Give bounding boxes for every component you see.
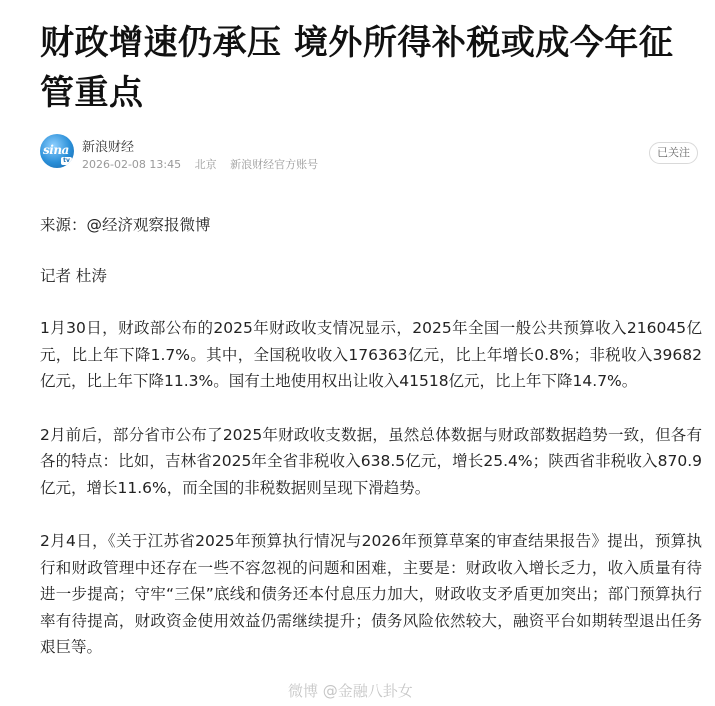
- article-title: 财政增速仍承压 境外所得补税或成今年征管重点: [40, 23, 674, 113]
- paragraph-3: 2月4日，《关于江苏省2025年预算执行情况与2026年预算草案的审查结果报告》提出，预算执行和财政管理中还存在一些不容忽视的问题和困难，主要是：财政收入增长乏力，收入质量有待进一步提高；守牢“三保”底线和债务还本付息压力加大，财政收支矛盾更加突出；部门预算执行率有待提高，财政资金使用效益仍需继续提升；债务风险依然较大，融资平台如期转型退出任务艰巨等。: [40, 532, 702, 656]
- paragraph-2: 2月前后，部分省市公布了2025年财政收支数据，虽然总体数据与财政部数据趋势一致，但各有各的特点：比如，吉林省2025年全省非税收入638.5亿元，增长25.4%；陕西省非税收入870.9亿元，增长11.6%，而全国的非税数据则呈现下滑趋势。: [40, 425, 702, 497]
- publish-location: 北京: [194, 158, 217, 171]
- author-avatar[interactable]: [40, 134, 74, 168]
- sina-logo-text: sina: [43, 143, 69, 157]
- follow-button[interactable]: 已关注: [649, 142, 698, 164]
- weibo-watermark: 微博 @金融八卦女: [288, 682, 413, 700]
- source-line: 来源：@经济观察报微博: [40, 216, 211, 234]
- article-body: [40, 212, 702, 661]
- article-meta: [82, 156, 328, 172]
- paragraph-1: 1月30日，财政部公布的2025年财政收支情况显示，2025年全国一般公共预算收入216045亿元，比上年下降1.7%。其中，全国税收收入176363亿元，比上年增长0.8%；非税收入39682亿元，比上年下降11.3%。国有土地使用权出让收入41518亿元，比上年下降14.7%。: [40, 319, 702, 390]
- reporter-line: 记者 杜涛: [40, 266, 107, 285]
- account-type: 新浪财经官方账号: [230, 158, 319, 171]
- author-name[interactable]: 新浪财经: [82, 140, 135, 155]
- publish-date: 2026-02-08 13:45: [82, 158, 182, 171]
- tv-badge-icon: tv: [61, 157, 72, 165]
- author-row: [40, 132, 700, 176]
